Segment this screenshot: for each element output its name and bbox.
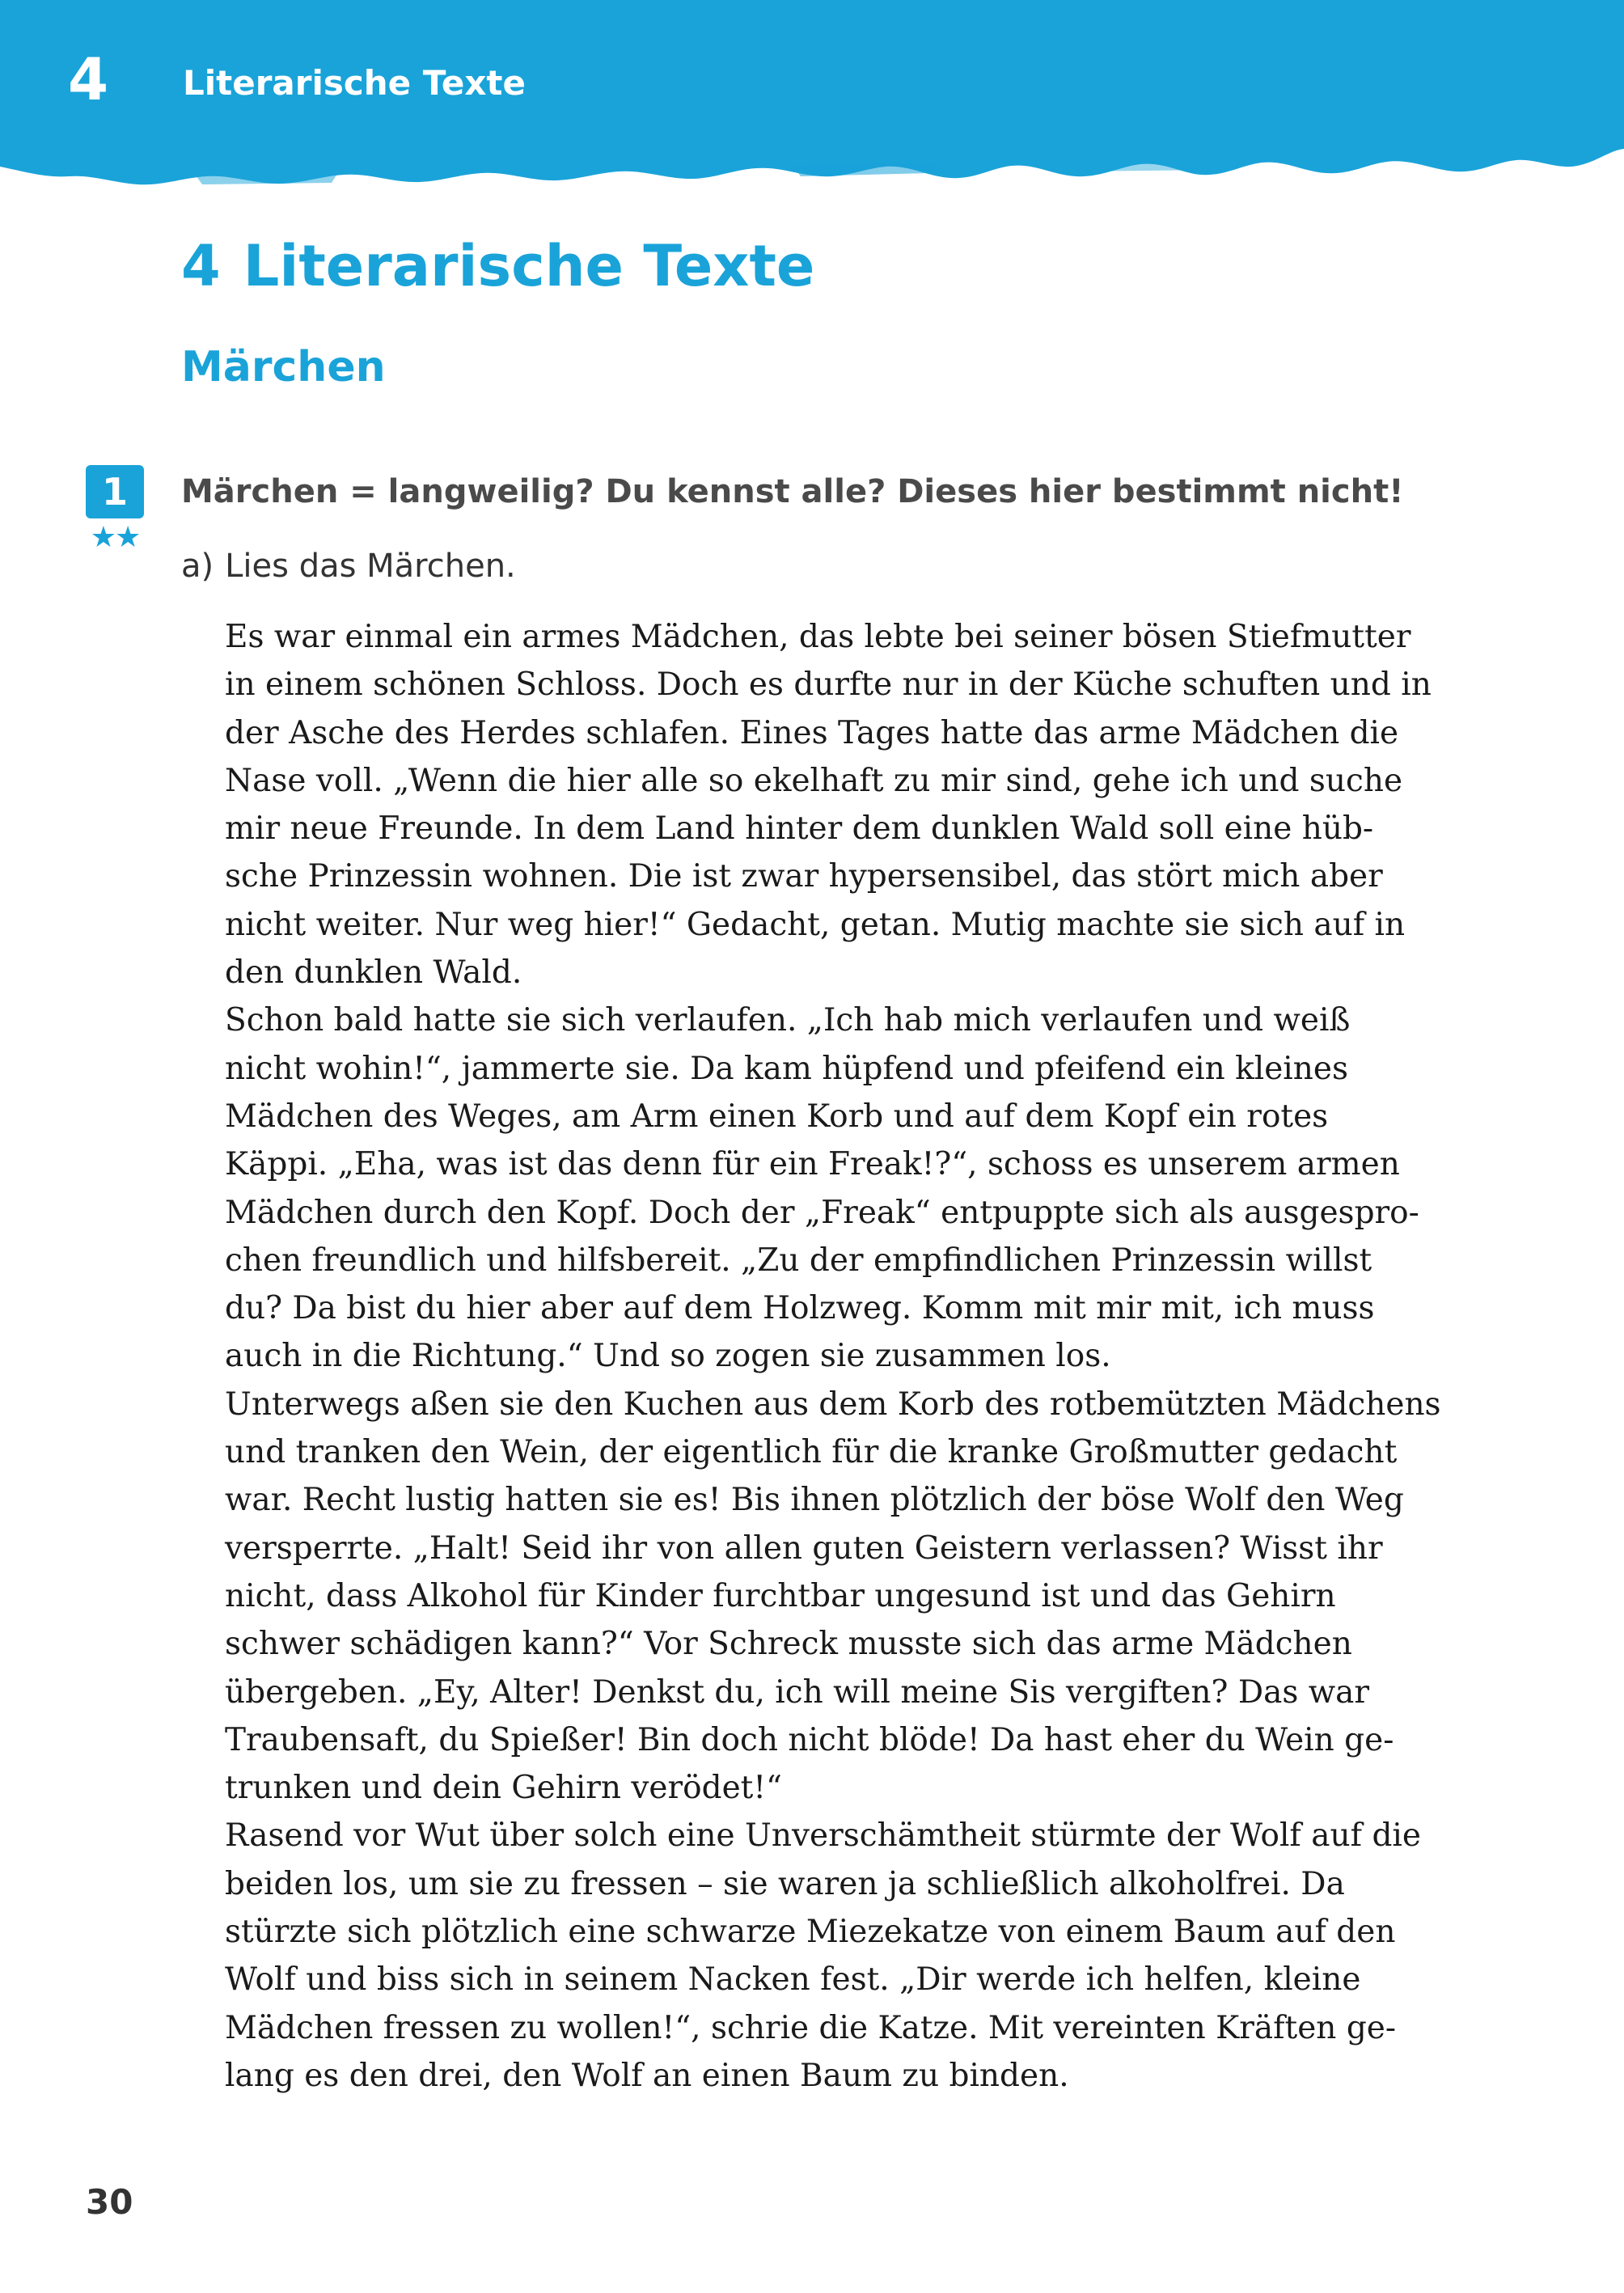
text-line: Mädchen fressen zu wollen!“, schrie die Katze. Mit vereinten Kräften ge- [225,2009,1397,2046]
text-line: Käppi. „Eha, was ist das denn für ein Freak!?“, schoss es unserem armen [225,1146,1400,1183]
task-number-badge: 1 [86,465,144,518]
text-line: beiden los, um sie zu fressen – sie waren ja schließlich alkoholfrei. Da [225,1865,1345,1902]
chapter-number: 4 [68,45,109,113]
section-title [181,233,815,299]
text-line: stürzte sich plötzlich eine schwarze Miezekatze von einem Baum auf den [225,1914,1396,1951]
section-number: 4 [181,233,221,299]
text-line: Wolf und biss sich in seinem Nacken fest. „Dir werde ich helfen, kleine [225,1961,1361,1999]
subsection-title: Märchen [181,343,386,391]
text-line: Traubensaft, du Spießer! Bin doch nicht blöde! Da hast eher du Wein ge- [225,1721,1394,1758]
fairy-tale-text [225,613,1441,2100]
text-line: Es war einmal ein armes Mädchen, das lebte bei seiner bösen Stiefmutter [225,619,1411,655]
text-line: Nase voll. „Wenn die hier alle so ekelhaft zu mir sind, gehe ich und suche [225,762,1403,799]
text-line: lang es den drei, den Wolf an einen Baum zu binden. [225,2057,1069,2094]
subtask-letter: a) [181,548,214,585]
text-line: versperrte. „Halt! Seid ihr von allen guten Geistern verlassen? Wisst ihr [225,1529,1383,1567]
task-heading: Märchen = langweilig? Du kennst alle? Dieses hier bestimmt nicht! [181,473,1404,510]
text-line: Mädchen durch den Kopf. Doch der „Freak“ entpuppte sich als ausgespro- [225,1194,1419,1231]
text-line: du? Da bist du hier aber auf dem Holzweg. Komm mit mir mit, ich muss [225,1290,1375,1327]
text-line: und tranken den Wein, der eigentlich für die kranke Großmutter gedacht [225,1434,1398,1471]
subtask-text: Lies das Märchen. [225,548,516,585]
difficulty-stars-icon: ★★ [90,520,140,553]
text-line: den dunklen Wald. [225,954,522,992]
text-line: trunken und dein Gehirn verödet!“ [225,1770,782,1807]
chapter-header-banner [0,0,1624,202]
text-line: nicht wohin!“, jammerte sie. Da kam hüpfend und pfeifend ein kleines [225,1050,1348,1087]
text-line: war. Recht lustig hatten sie es! Bis ihnen plötzlich der böse Wolf den Weg [225,1482,1404,1519]
text-line: Schon bald hatte sie sich verlaufen. „Ich hab mich verlaufen und weiß [225,1002,1351,1039]
text-line: auch in die Richtung.“ Und so zogen sie zusammen los. [225,1338,1111,1375]
text-line: schwer schädigen kann?“ Vor Schreck musste sich das arme Mädchen [225,1626,1352,1663]
text-line: übergeben. „Ey, Alter! Denkst du, ich will meine Sis vergiften? Das war [225,1673,1370,1711]
text-line: mir neue Freunde. In dem Land hinter dem dunklen Wald soll eine hüb- [225,810,1374,848]
text-line: Mädchen des Weges, am Arm einen Korb und auf dem Kopf ein rotes [225,1098,1329,1135]
subtask [181,548,516,585]
text-line: nicht weiter. Nur weg hier!“ Gedacht, getan. Mutig machte sie sich auf in [225,906,1406,943]
text-line: Rasend vor Wut über solch eine Unverschämtheit stürmte der Wolf auf die [225,1817,1421,1855]
text-line: chen freundlich und hilfsbereit. „Zu der empfindlichen Prinzessin willst [225,1242,1372,1279]
page-number: 30 [86,2182,133,2222]
text-line: in einem schönen Schloss. Doch es durfte nur in der Küche schuften und in [225,666,1432,704]
text-line: sche Prinzessin wohnen. Die ist zwar hypersensibel, das stört mich aber [225,858,1383,895]
chapter-title: Literarische Texte [183,63,526,103]
text-line: nicht, dass Alkohol für Kinder furchtbar ungesund ist und das Gehirn [225,1577,1336,1614]
section-title-text: Literarische Texte [243,233,815,299]
text-line: der Asche des Herdes schlafen. Eines Tages hatte das arme Mädchen die [225,714,1399,751]
text-line: Unterwegs aßen sie den Kuchen aus dem Korb des rotbemützten Mädchens [225,1386,1441,1423]
